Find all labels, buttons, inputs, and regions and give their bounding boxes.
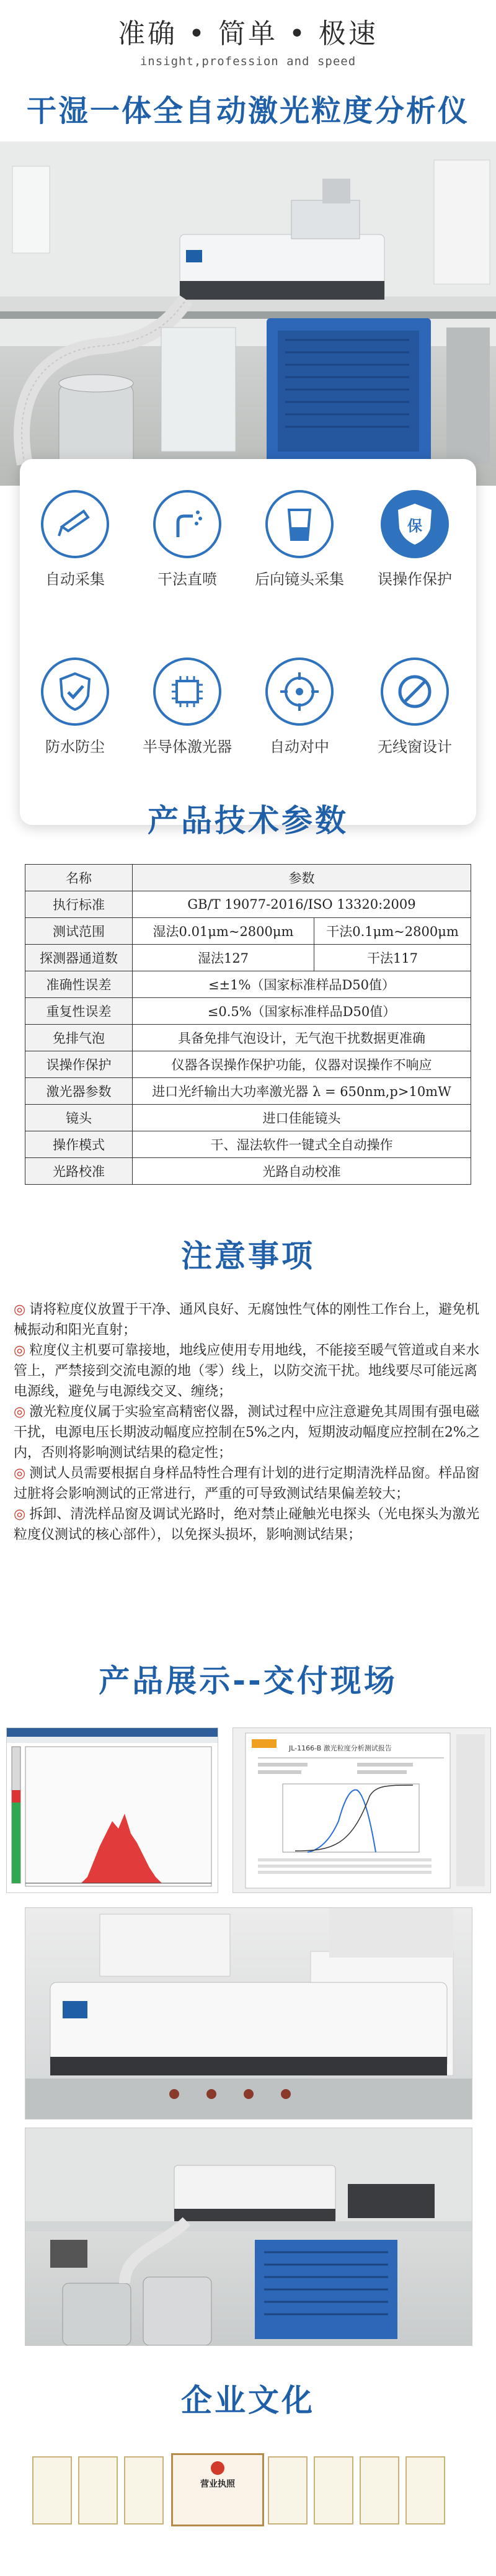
header-cell: 名称: [25, 865, 133, 891]
spec-name: 镜头: [25, 1105, 133, 1131]
feature-item: [368, 657, 461, 756]
spec-wet-value: 湿法0.01μm~2800μm: [133, 918, 314, 945]
note-text: 激光粒度仪属于实验室高精密仪器，测试过程中应注意避免其周围有强电磁干扰，电源电压长期波动幅度应控制在5%之内，短期波动幅度应控制在2%之内，否则将影响测试结果的稳定性；: [14, 1404, 480, 1461]
showcase-title: 产品展示--交付现场: [99, 1663, 397, 1699]
table-row: [25, 1078, 471, 1105]
spec-value: 进口光纤输出大功率激光器 λ = 650nm,p>10mW: [133, 1078, 471, 1105]
spec-value: ≤0.5%（国家标准样品D50值）: [133, 998, 471, 1025]
feature-item: [29, 657, 122, 756]
table-row: [25, 1105, 471, 1131]
feature-label: 误操作保护: [378, 571, 452, 588]
feature-label: 自动对中: [270, 738, 329, 755]
spec-name: 执行标准: [25, 891, 133, 918]
no-sign-icon: [381, 657, 449, 726]
spec-name: 光路校准: [25, 1158, 133, 1185]
culture-title: 企业文化: [181, 2382, 315, 2418]
table-row: [25, 891, 471, 918]
spec-value: GB/T 19077-2016/ISO 13320:2009: [133, 891, 471, 918]
histogram-illustration: [7, 1728, 218, 1892]
feature-item: [141, 490, 234, 589]
feature-label: 半导体激光器: [143, 738, 232, 755]
note-item: [14, 1340, 485, 1402]
license-label: 营业执照: [200, 2479, 235, 2489]
spec-value: ≤±1%（国家标准样品D50值）: [133, 971, 471, 998]
table-row: [25, 1051, 471, 1078]
certificate-image: [32, 2456, 72, 2525]
header-cell: 参数: [133, 865, 471, 891]
shield-icon: [381, 490, 449, 558]
note-text: 请将粒度仪放置于干净、通风良好、无腐蚀性气体的刚性工作台上，避免机械振动和阳光直射；: [14, 1302, 480, 1338]
spec-name: 操作模式: [25, 1131, 133, 1158]
table-row: [25, 945, 471, 971]
spec-name: 重复性误差: [25, 998, 133, 1025]
feature-item: [253, 657, 346, 756]
spec-name: 准确性误差: [25, 971, 133, 998]
installation-photo: [25, 2128, 472, 2346]
hero-illustration: [0, 141, 496, 486]
beaker-icon: [265, 490, 334, 558]
spec-name: 测试范围: [25, 918, 133, 945]
instrument-photo: [25, 1907, 472, 2119]
table-row: [25, 1158, 471, 1185]
slogan: 准确 • 简单 • 极速: [118, 18, 378, 50]
notes-list: [14, 1299, 485, 1545]
test-report-screenshot: [232, 1727, 491, 1893]
bullet-icon: ◎: [14, 1342, 26, 1358]
table-row: [25, 971, 471, 998]
chip-icon: [153, 657, 221, 726]
feature-label: 防水防尘: [45, 738, 105, 755]
feature-label: 无线窗设计: [378, 738, 452, 755]
instrument-illustration: [25, 1908, 472, 2119]
spec-name: 误操作保护: [25, 1051, 133, 1078]
subtitle: insight,profession and speed: [140, 55, 356, 68]
note-item: [14, 1299, 485, 1340]
bullet-icon: ◎: [14, 1465, 26, 1481]
hero-photo: [0, 141, 496, 486]
spec-value: 进口佳能镜头: [133, 1105, 471, 1131]
spec-value: 光路自动校准: [133, 1158, 471, 1185]
note-item: [14, 1402, 485, 1463]
spec-value: 具备免排气泡设计，无气泡干扰数据更准确: [133, 1025, 471, 1051]
report-title: JL-1166-B 激光粒度分析测试报告: [289, 1744, 392, 1752]
certificate-image: [124, 2456, 164, 2525]
business-license: [171, 2453, 264, 2526]
table-row: [25, 1025, 471, 1051]
spray-icon: [153, 490, 221, 558]
notes-title: 注意事项: [181, 1238, 315, 1274]
spec-dry-value: 干法117: [314, 945, 471, 971]
note-item: [14, 1504, 485, 1545]
spec-name: 探测器通道数: [25, 945, 133, 971]
software-screenshot: [6, 1727, 218, 1893]
spec-name: 免排气泡: [25, 1025, 133, 1051]
specs-title: 产品技术参数: [148, 803, 348, 839]
scan-icon: [41, 490, 109, 558]
table-row: [25, 998, 471, 1025]
spec-value: 仪器各误操作保护功能，仪器对误操作不响应: [133, 1051, 471, 1078]
certificate-image: [360, 2456, 399, 2525]
installation-illustration: [25, 2128, 472, 2345]
spec-value: 干、湿法软件一键式全自动操作: [133, 1131, 471, 1158]
certificate-image: [268, 2456, 308, 2525]
note-item: [14, 1463, 485, 1504]
note-text: 拆卸、清洗样品窗及调试光路时，绝对禁止碰触光电探头（光电探头为激光粒度仪测试的核心部件），以免探头损坏，影响测试结果；: [14, 1507, 480, 1543]
table-header-row: [25, 865, 471, 891]
table-row: [25, 918, 471, 945]
features-panel: [20, 459, 476, 825]
emblem-icon: [211, 2461, 224, 2475]
feature-item: [29, 490, 122, 589]
feature-label: 自动采集: [45, 571, 105, 588]
svg-text:保: 保: [407, 517, 422, 535]
feature-label: 后向镜头采集: [255, 571, 344, 588]
note-text: 测试人员需要根据自身样品特性合理有计划的进行定期清洗样品窗。样品窗过脏将会影响测试的正常进行，严重的可导致测试结果偏差较大；: [14, 1466, 480, 1502]
table-row: [25, 1131, 471, 1158]
feature-label: 干法直喷: [157, 571, 217, 588]
certificate-image: [78, 2456, 118, 2525]
spec-wet-value: 湿法127: [133, 945, 314, 971]
spec-name: 激光器参数: [25, 1078, 133, 1105]
feature-item: [368, 490, 461, 589]
bullet-icon: ◎: [14, 1301, 26, 1317]
bullet-icon: ◎: [14, 1404, 26, 1420]
page-title: 干湿一体全自动激光粒度分析仪: [26, 94, 469, 128]
feature-item: [141, 657, 234, 756]
note-text: 粒度仪主机要可靠接地，地线应使用专用地线，不能接至暖气管道或自来水管上，严禁接到交流电源的地（零）线上，以防交流干扰。地线要尽可能远离电源线，避免与电源线交叉、缠绕；: [14, 1343, 480, 1399]
feature-item: [253, 490, 346, 589]
target-icon: [265, 657, 334, 726]
certificate-image: [314, 2456, 353, 2525]
specs-table: [25, 864, 471, 1185]
certificate-image: [405, 2456, 445, 2525]
bullet-icon: ◎: [14, 1506, 26, 1522]
shield-water-icon: [41, 657, 109, 726]
spec-dry-value: 干法0.1μm~2800μm: [314, 918, 471, 945]
